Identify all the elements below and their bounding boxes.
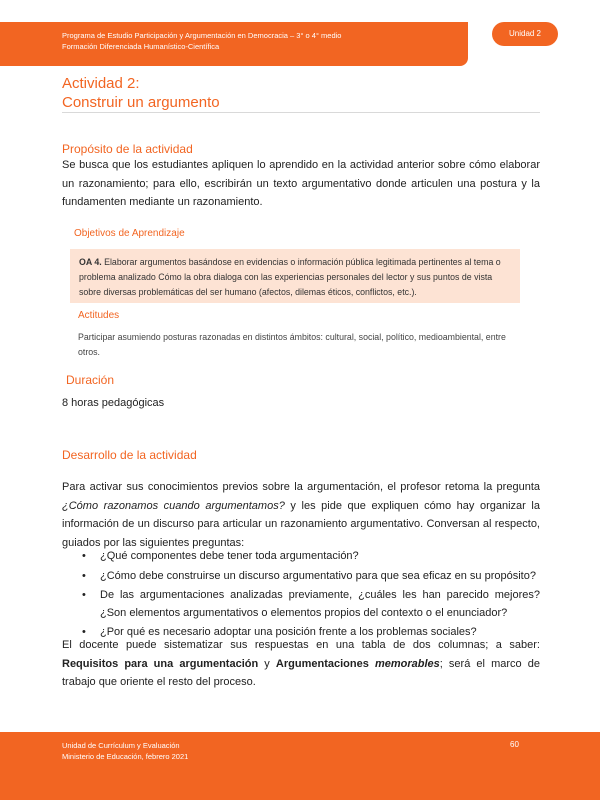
duration-heading: Duración <box>66 373 115 387</box>
closing-bold-2: Argumentaciones <box>275 657 375 670</box>
activity-title <box>62 74 220 112</box>
oa-description: Elaborar argumentos basándose en evidencias o información pública legitimada pertinentes al tema o problema analizado Cómo la obra dialoga con las experiencias personales del lector y sus puntos de vista sobre diversas problemáticas del ser humano (afectos, dilemas éticos, conflictos, etc.). <box>79 257 501 297</box>
header-program-line: Programa de Estudio Participación y Argumentación en Democracia – 3° o 4° medio <box>62 31 342 40</box>
purpose-heading: Propósito de la actividad <box>62 142 193 156</box>
attitudes-text: Participar asumiendo posturas razonadas en distintos ámbitos: cultural, social, político, medioambiental, entre otros. <box>78 332 506 357</box>
footer-ministry: Ministerio de Educación, febrero 2021 <box>62 752 189 761</box>
list-item: • De las argumentaciones analizadas previamente, ¿cuáles les han parecido mejores? ¿Son elementos argumentativos o elementos propios del contexto o el enunciador? <box>80 587 540 622</box>
duration-text: 8 horas pedagógicas <box>62 397 165 409</box>
purpose-text: Se busca que los estudiantes apliquen lo aprendido en la actividad anterior sobre cómo elaborar un razonamiento; para ello, escribirán un texto argumentativo donde articulen una postura y la fundamenten mediante un razonamiento. <box>62 159 540 208</box>
development-closing <box>62 636 540 692</box>
list-item: • ¿Por qué es necesario adoptar una posición frente a los problemas sociales? <box>80 624 540 642</box>
objectives-heading: Objetivos de Aprendizaje <box>74 228 185 239</box>
footer-text <box>62 740 188 762</box>
oa-label: OA 4. <box>79 257 102 267</box>
activity-number: Actividad 2: <box>62 75 140 92</box>
list-item: • ¿Cómo debe construirse un discurso argumentativo para que sea eficaz en su propósito? <box>80 568 540 586</box>
development-intro <box>62 478 540 552</box>
footer-unit: Unidad de Currículum y Evaluación <box>62 741 180 750</box>
development-heading: Desarrollo de la actividad <box>62 448 197 462</box>
page-number: 60 <box>510 740 519 749</box>
closing-bold-italic: memorables <box>374 657 440 670</box>
title-divider <box>62 112 540 113</box>
closing-text-1: El docente puede sistematizar sus respuestas en una tabla de dos columnas; a saber: <box>62 639 540 651</box>
attitudes-heading: Actitudes <box>78 310 120 321</box>
intro-text-1: Para activar sus conocimientos previos sobre la argumentación, el profesor retoma la pregunta <box>62 481 540 493</box>
question-list <box>80 548 540 644</box>
list-item: • ¿Qué componentes debe tener toda argumentación? <box>80 548 540 566</box>
closing-text-3: ; será el marco de trabajo que oriente el resto del proceso. <box>62 657 540 688</box>
closing-text-2: y <box>258 657 276 670</box>
unit-badge: Unidad 2 <box>492 22 558 46</box>
closing-bold-1: Requisitos para una argumentación <box>62 657 259 670</box>
activity-name: Construir un argumento <box>62 94 220 111</box>
intro-question: ¿Cómo razonamos cuando argumentamos? <box>62 499 285 512</box>
intro-text-2: y les pide que expliquen cómo hay organizar la información de un discurso para articular un razonamiento argumentativo. Conversan al respecto, guiados por las siguientes preguntas: <box>62 499 540 549</box>
header-text <box>62 30 341 52</box>
objectives-text <box>79 255 513 300</box>
header-formation-line: Formación Diferenciada Humanístico-Científica <box>62 42 220 51</box>
